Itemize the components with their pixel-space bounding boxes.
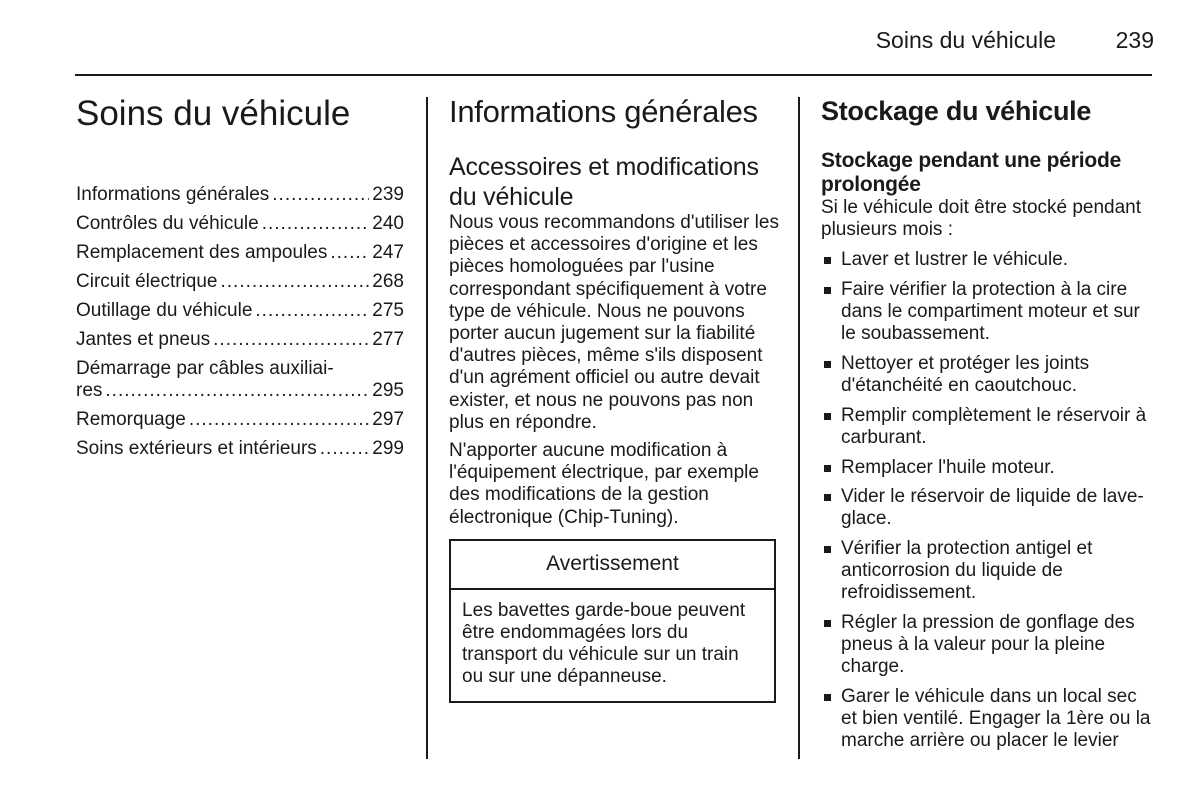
list-item-text: Régler la pression de gonflage des pneus à la valeur pour la pleine charge. — [841, 611, 1135, 678]
toc-entry[interactable] — [76, 300, 404, 329]
toc-entry-label: Soins extérieurs et intérieurs — [76, 438, 317, 459]
general-information-column — [449, 88, 779, 703]
list-item-text: Laver et lustrer le véhicule. — [841, 249, 1069, 271]
warning-text: Les bavettes garde-boue peuvent être endommagées lors du transport du véhicule sur un train ou sur une dépanneuse. — [462, 599, 746, 688]
list-item-text: Vider le réservoir de liquide de lave-glace. — [841, 486, 1144, 530]
toc-entry-page: 268 — [372, 271, 404, 292]
toc-leader-dots — [320, 438, 370, 460]
toc-entry[interactable] — [76, 271, 404, 300]
toc-leader-dots — [221, 271, 370, 293]
bullet-square-icon — [824, 257, 831, 264]
column-divider-left — [426, 97, 428, 759]
toc-entry-label: Outillage du véhicule — [76, 300, 253, 321]
bullet-square-icon — [824, 287, 831, 294]
toc-entry-label: Circuit électrique — [76, 271, 218, 292]
subsection-title: Stockage pendant une période prolongée — [821, 149, 1122, 196]
chapter-title: Soins du véhicule — [76, 94, 351, 133]
bullet-square-icon — [824, 494, 831, 501]
running-title: Soins du véhicule — [875, 27, 1056, 53]
toc-entry[interactable] — [76, 184, 404, 213]
toc-entry-label: Remorquage — [76, 409, 186, 430]
toc-entry-label: Remplacement des ampoules — [76, 242, 328, 263]
toc-entry[interactable] — [76, 213, 404, 242]
section-title: Informations générales — [449, 94, 758, 129]
list-item — [821, 486, 1151, 530]
bullet-square-icon — [824, 413, 831, 420]
section-title: Stockage du véhicule — [821, 96, 1092, 126]
page-number: 239 — [1115, 27, 1154, 53]
toc-entry[interactable] — [76, 329, 404, 358]
toc-entry-page: 239 — [372, 184, 404, 205]
toc-entry[interactable] — [76, 438, 404, 467]
storage-checklist — [821, 249, 1151, 752]
toc-entry-page: 240 — [372, 213, 404, 234]
toc-entry[interactable] — [76, 409, 404, 438]
list-item — [821, 405, 1151, 449]
list-item — [821, 686, 1151, 753]
storage-intro: Si le véhicule doit être stocké pendant plusieurs mois : — [821, 197, 1142, 241]
vehicle-storage-column — [821, 88, 1151, 760]
list-item-text: Remplacer l'huile moteur. — [841, 456, 1055, 478]
toc-leader-dots — [255, 300, 369, 322]
list-item-text: Vérifier la protection antigel et anticorrosion du liquide de refroidissement. — [841, 537, 1093, 604]
chapter-contents-column — [76, 88, 404, 467]
toc-leader-dots — [213, 329, 369, 351]
toc-entry[interactable] — [76, 242, 404, 271]
list-item-text: Nettoyer et protéger les joints d'étanchéité en caoutchouc. — [841, 353, 1090, 397]
warning-title: Avertissement — [451, 541, 774, 590]
toc-entry-page: 277 — [372, 329, 404, 350]
toc-entry-page: 295 — [372, 380, 404, 401]
list-item-text: Garer le véhicule dans un local sec et bien ventilé. Engager la 1ère ou la marche arrière ou placer le levier — [841, 685, 1151, 752]
bullet-square-icon — [824, 694, 831, 701]
toc-entry[interactable] — [76, 358, 404, 402]
bullet-square-icon — [824, 361, 831, 368]
subsection-title: Accessoires et modifications du véhicule — [449, 153, 759, 211]
list-item-text: Faire vérifier la protection à la cire dans le compartiment moteur et sur le soubassement. — [841, 279, 1140, 345]
toc-leader-dots — [330, 242, 369, 264]
list-item-text: Remplir complètement le réservoir à carburant. — [841, 404, 1147, 448]
header-rule — [75, 74, 1152, 76]
paragraph-modifications: N'apporter aucune modification à l'équipement électrique, par exemple des modifications de la gestion électronique (Chip-Tuning). — [449, 440, 759, 528]
toc-entry-label: Jantes et pneus — [76, 329, 211, 350]
list-item — [821, 538, 1151, 605]
toc-leader-dots — [262, 213, 370, 235]
toc-entry-label: Contrôles du véhicule — [76, 213, 259, 234]
toc-entry-page: 275 — [372, 300, 404, 321]
bullet-square-icon — [824, 465, 831, 472]
toc-leader-dots — [189, 409, 369, 431]
toc-leader-dots — [272, 184, 369, 206]
toc-entry-page: 247 — [372, 242, 404, 263]
list-item — [821, 279, 1151, 346]
list-item — [821, 457, 1151, 479]
toc-entry-label: Informations générales — [76, 184, 270, 205]
table-of-contents — [76, 184, 404, 467]
bullet-square-icon — [824, 620, 831, 627]
bullet-square-icon — [824, 546, 831, 553]
column-divider-right — [798, 97, 800, 759]
toc-leader-dots — [105, 380, 369, 402]
toc-entry-label-continued: res — [76, 380, 103, 401]
warning-box — [449, 539, 776, 703]
toc-entry-page: 297 — [372, 409, 404, 430]
list-item — [821, 612, 1151, 679]
list-item — [821, 249, 1151, 271]
list-item — [821, 353, 1151, 397]
paragraph-accessories: Nous vous recommandons d'utiliser les pièces et accessoires d'origine et les pièces homologuées par l'usine correspondant spécifiquement à votre type de véhicule. Nous ne pouvons porter aucun jugement sur la fiabilité d'autres pièces, même s'ils disposent d'un agrément officiel ou autre devait exister, et nous ne pouvons pas non plus en répondre. — [449, 212, 779, 433]
toc-entry-page: 299 — [372, 438, 404, 459]
toc-entry-label: Démarrage par câbles auxiliai- — [76, 358, 334, 379]
